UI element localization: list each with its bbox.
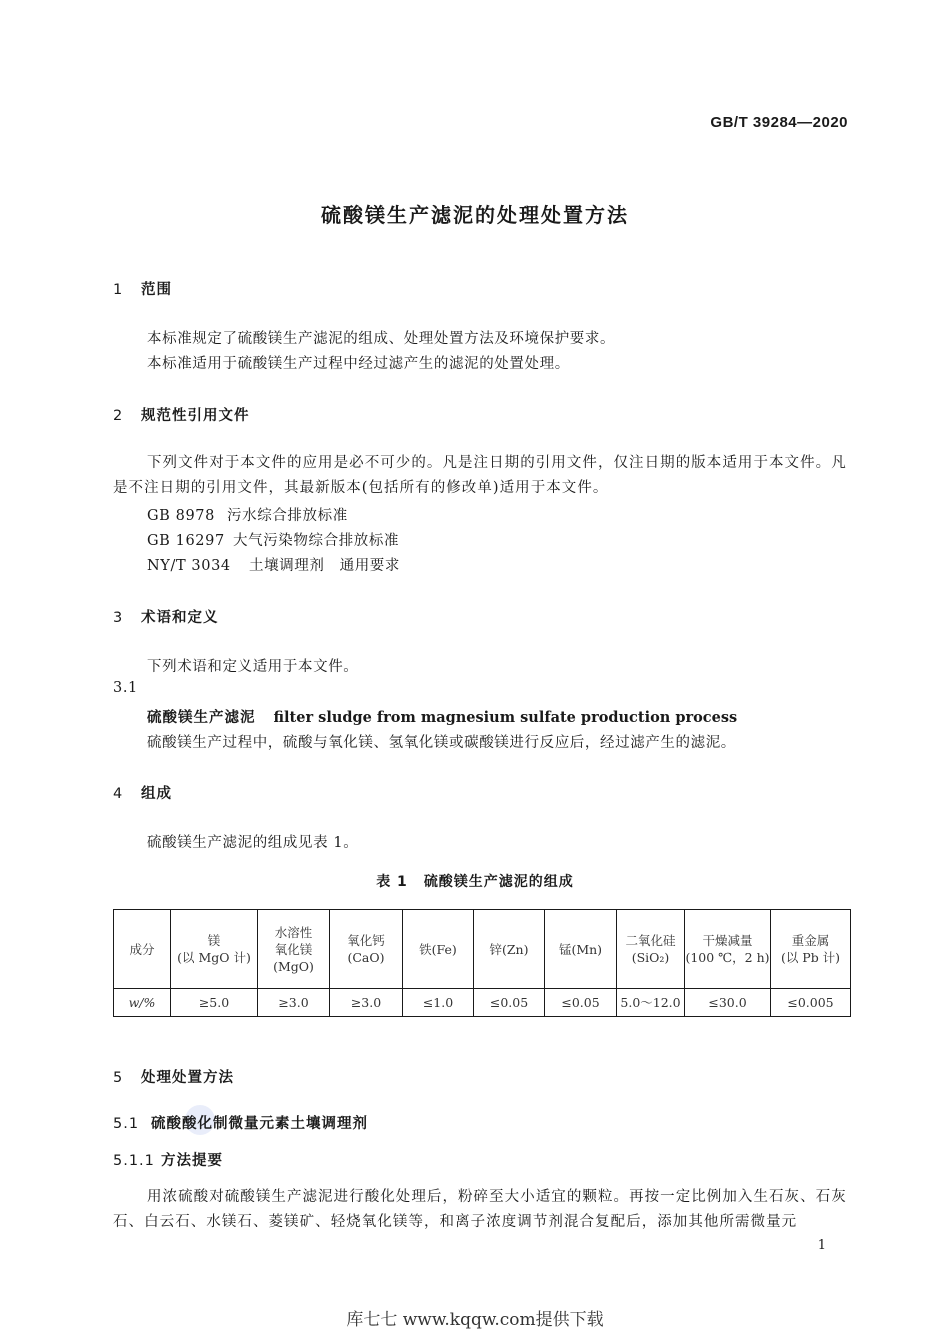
section-5-heading: [113, 1066, 234, 1087]
section-number: 4: [113, 786, 124, 802]
term-english: filter sludge from magnesium sulfate production process: [273, 709, 738, 726]
header-cell: 重金属 (以 Pb 计): [771, 910, 851, 989]
reference-item: [147, 504, 348, 525]
table-cell: ≥3.0: [330, 989, 403, 1017]
section-title: 组成: [141, 786, 172, 802]
header-cell: 氧化钙 (CaO): [330, 910, 403, 989]
reference-item: [147, 529, 399, 550]
reference-code: GB 16297: [147, 533, 225, 549]
term-definition: 硫酸镁生产过程中，硫酸与氧化镁、氢氧化镁或碳酸镁进行反应后，经过滤产生的滤泥。: [147, 735, 736, 751]
subsection-5-1-heading: [113, 1112, 368, 1133]
method-summary-paragraph: 用浓硫酸对硫酸镁生产滤泥进行酸化处理后，粉碎至大小适宜的颗粒。再按一定比例加入生石灰、石灰石、白云石、水镁石、菱镁矿、轻烧氧化镁等，和离子浓度调节剂混合复配后，添加其他所需微量元: [113, 1189, 847, 1230]
header-cell: 铁(Fe): [403, 910, 474, 989]
header-cell: 锰(Mn): [545, 910, 617, 989]
section-1-heading: [113, 278, 172, 299]
table-header-row: [114, 910, 851, 989]
section-2-heading: [113, 404, 250, 425]
section-4-heading: [113, 782, 172, 803]
table-title: 硫酸镁生产滤泥的组成: [423, 874, 574, 890]
section-number: 2: [113, 408, 124, 424]
header-cell: 锌(Zn): [474, 910, 545, 989]
header-cell: 镁 (以 MgO 计): [171, 910, 258, 989]
subsection-title: 硫酸酸化制微量元素土壤调理剂: [151, 1116, 368, 1132]
table-cell: ≤0.05: [474, 989, 545, 1017]
header-cell: 成分: [114, 910, 171, 989]
table-cell: ≥5.0: [171, 989, 258, 1017]
composition-intro: 硫酸镁生产滤泥的组成见表 1。: [147, 835, 359, 851]
subsection-title: 方法提要: [161, 1153, 223, 1169]
subsection-5-1-1-heading: [113, 1149, 223, 1170]
section-number: 3: [113, 610, 124, 626]
subsection-number: 5.1: [113, 1116, 140, 1132]
table-caption: [0, 871, 950, 891]
table-number: 表 1: [376, 874, 408, 890]
section-title: 术语和定义: [141, 610, 219, 626]
section-title: 处理处置方法: [141, 1070, 234, 1086]
subsection-number: 5.1.1: [113, 1153, 155, 1169]
standard-code: GB/T 39284—2020: [710, 114, 848, 131]
scope-paragraph-2: 本标准适用于硫酸镁生产过程中经过滤产生的滤泥的处置处理。: [147, 356, 570, 372]
header-cell: 水溶性 氧化镁 (MgO): [258, 910, 330, 989]
reference-title: 大气污染物综合排放标准: [233, 533, 400, 549]
table-cell: 5.0～12.0: [617, 989, 685, 1017]
section-title: 规范性引用文件: [141, 408, 250, 424]
term-number: 3.1: [113, 680, 138, 696]
term-heading: [147, 706, 737, 727]
reference-code: GB 8978: [147, 508, 215, 524]
page-number: 1: [817, 1238, 826, 1253]
scope-paragraph-1: 本标准规定了硫酸镁生产滤泥的组成、处理处置方法及环境保护要求。: [147, 331, 616, 347]
section-number: 5: [113, 1070, 124, 1086]
terms-intro: 下列术语和定义适用于本文件。: [147, 659, 359, 675]
section-3-heading: [113, 606, 219, 627]
normative-references-intro: 下列文件对于本文件的应用是必不可少的。凡是注日期的引用文件，仅注日期的版本适用于本文件。凡是不注日期的引用文件，其最新版本(包括所有的修改单)适用于本文件。: [113, 455, 847, 496]
section-title: 范围: [141, 282, 172, 298]
term-chinese: 硫酸镁生产滤泥: [147, 710, 256, 726]
reference-item: [147, 554, 400, 575]
section-number: 1: [113, 282, 124, 298]
header-cell: 二氧化硅 (SiO₂): [617, 910, 685, 989]
table-cell: w/%: [114, 989, 171, 1017]
reference-title: 土壤调理剂 通用要求: [249, 558, 400, 574]
document-title: 硫酸镁生产滤泥的处理处置方法: [321, 203, 629, 227]
header-cell: 干燥减量 (100 ℃，2 h): [685, 910, 771, 989]
reference-title: 污水综合排放标准: [227, 508, 348, 524]
table-row: [114, 989, 851, 1017]
reference-code: NY/T 3034: [147, 558, 231, 574]
download-footer: 库七七 www.kqqw.com提供下载: [346, 1310, 604, 1330]
composition-table: [113, 909, 851, 1017]
table-cell: ≥3.0: [258, 989, 330, 1017]
table-cell: ≤30.0: [685, 989, 771, 1017]
table-cell: ≤1.0: [403, 989, 474, 1017]
table-cell: ≤0.005: [771, 989, 851, 1017]
table-cell: ≤0.05: [545, 989, 617, 1017]
